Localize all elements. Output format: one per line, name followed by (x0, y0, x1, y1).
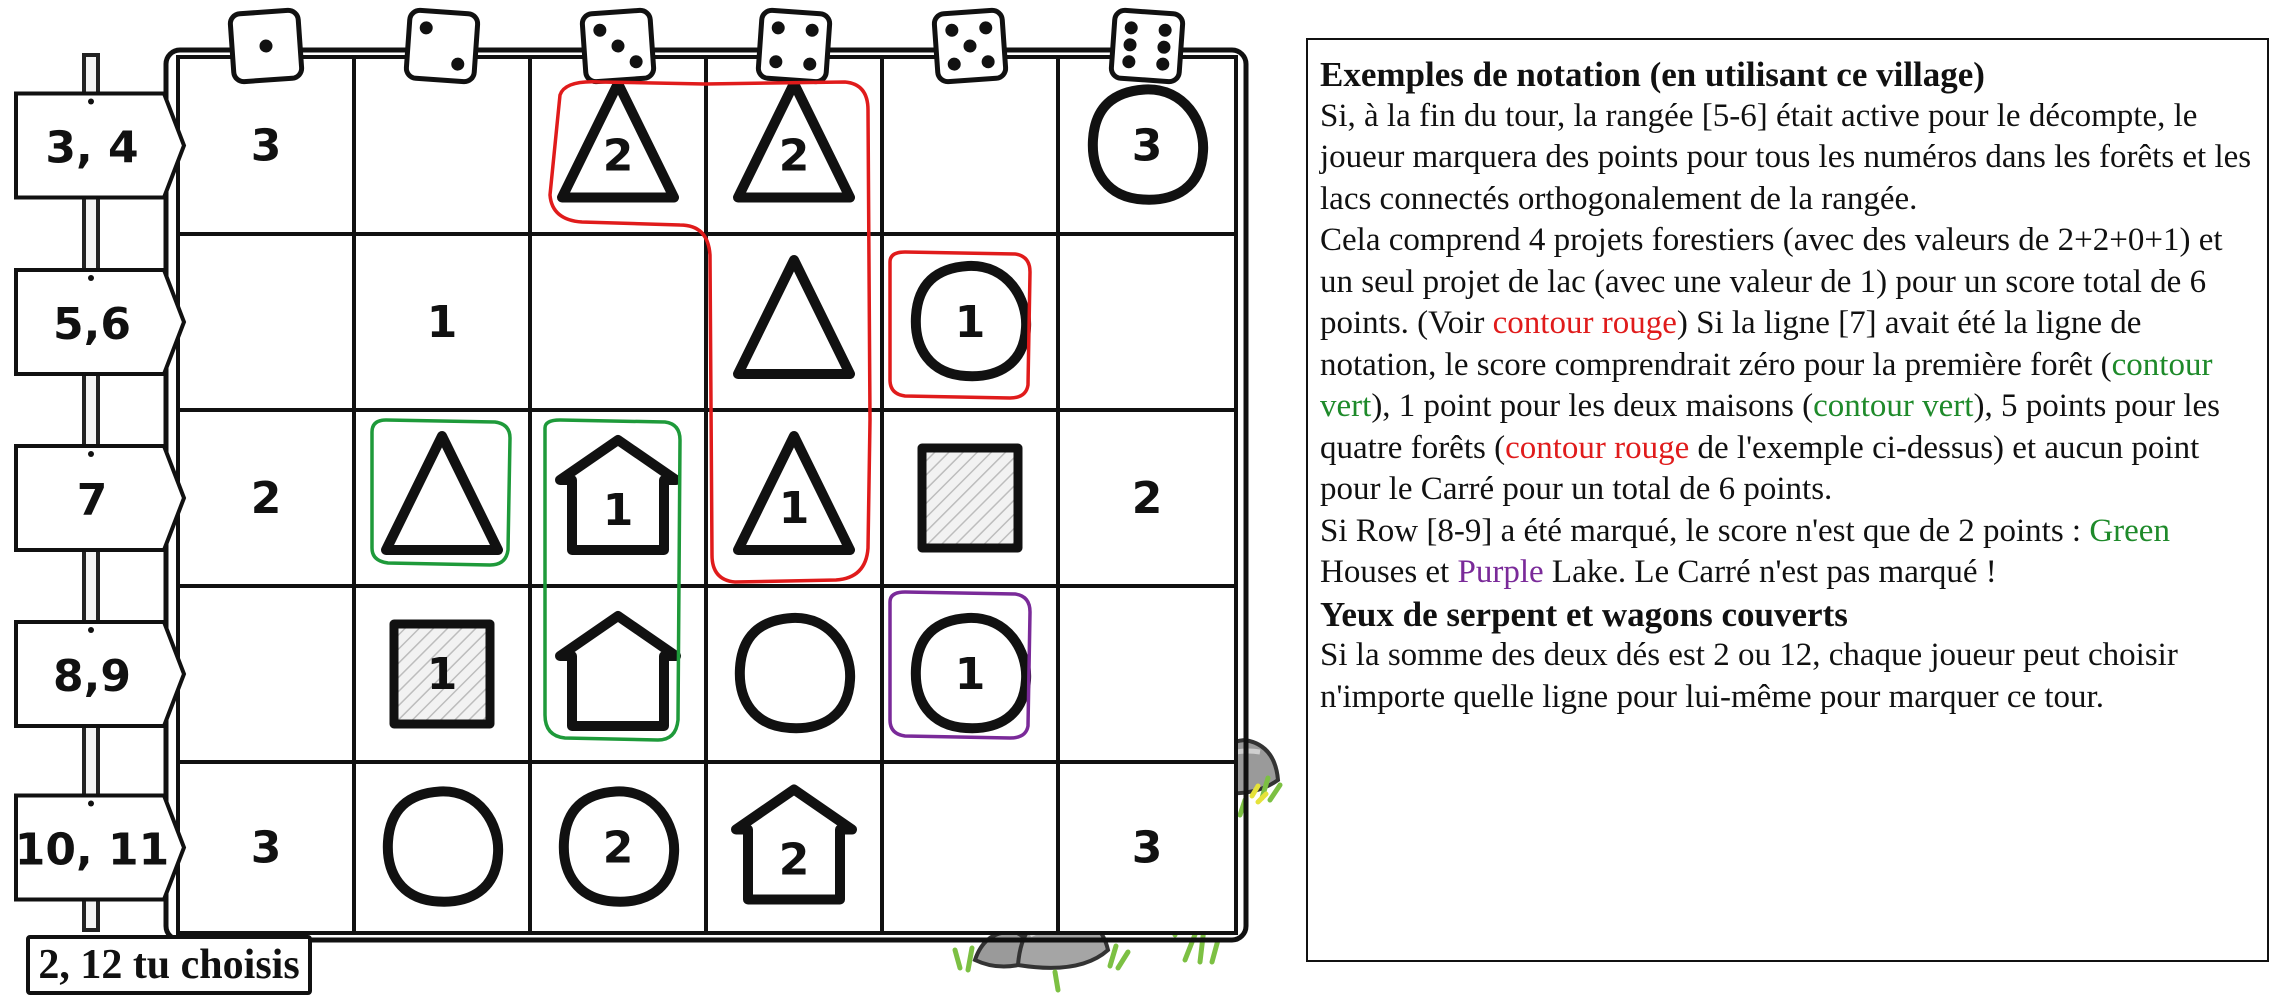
cell-number: 1 (426, 649, 458, 700)
die-6-icon (1111, 10, 1184, 83)
row-sign (16, 94, 184, 198)
grid-cell-lake (916, 266, 1026, 376)
cell-number: 1 (954, 297, 986, 348)
row-sign (16, 270, 184, 374)
cell-number: 3 (1131, 822, 1163, 874)
row-sign (15, 796, 184, 900)
lake-circle-icon (740, 618, 850, 728)
cell-number: 3 (250, 822, 282, 874)
grid-cell-number (427, 297, 458, 348)
rules-paragraph-2 (1320, 220, 2255, 511)
purple-ref: Purple (1457, 554, 1544, 590)
row-sign-label: 3, 4 (45, 122, 139, 174)
cell-number: 2 (250, 473, 282, 524)
cell-number: 1 (426, 297, 458, 348)
die-2-icon (406, 10, 479, 83)
rules-heading-snake-eyes: Yeux de serpent et wagons couverts (1320, 594, 1848, 634)
cell-number: 2 (1131, 473, 1163, 524)
green-outline-ref: contour vert (1320, 346, 2213, 424)
grid-cell-number (1132, 473, 1163, 524)
cell-number: 1 (954, 649, 986, 700)
text: de l'exemple ci-dessus) et aucun point pour le Carré pour un total de 6 points. (1320, 429, 2200, 507)
square-tile-icon (922, 448, 1018, 548)
text: Lake. Le Carré n'est pas marqué ! (1543, 554, 1997, 590)
row-sign-label: 10, 11 (14, 824, 170, 876)
rules-paragraph-3 (1320, 511, 2255, 594)
grid-cell-number (1132, 823, 1163, 874)
die-3-icon (582, 10, 655, 83)
grid-cell-number (251, 823, 282, 874)
grid-cell-square (922, 448, 1018, 548)
cell-number: 2 (602, 130, 634, 182)
cell-number: 3 (250, 120, 282, 172)
red-outline-ref: contour rouge (1505, 429, 1690, 466)
grid-cell-lake (388, 791, 498, 901)
green-ref: Green (2089, 512, 2170, 549)
grid-cell-number (251, 121, 282, 172)
cell-number: 1 (602, 485, 634, 536)
cell-number: 1 (778, 483, 810, 534)
grid-cell-lake (740, 618, 850, 728)
text: ) Si la ligne [7] avait été la ligne de notation, le score comprendrait zéro pour la première forêt ( (1320, 305, 2142, 383)
text: Si Row [8-9] a été marqué, le score n'est que de 2 points : (1320, 512, 2090, 549)
row-sign-label: 8,9 (53, 651, 131, 702)
rules-paragraph-1: Si, à la fin du tour, la rangée [5-6] était active pour le décompte, le joueur marquera des points pour tous les numéros dans les forêts et les lacs connectés orthogonalement de la rangée. (1320, 97, 2252, 217)
cell-number: 2 (778, 130, 810, 182)
rules-paragraph-4: Si la somme des deux dés est 2 ou 12, chaque joueur peut choisir n'importe quelle ligne pour lui-même pour marquer ce tour. (1320, 637, 2178, 715)
grid-cell-lake (916, 618, 1026, 728)
grid-cell-square (394, 624, 490, 724)
cell-number: 2 (602, 822, 634, 874)
row-sign (16, 622, 184, 726)
cell-number: 2 (778, 834, 810, 886)
grid-cell-number (251, 473, 282, 524)
red-outline-ref: contour rouge (1492, 305, 1677, 341)
rules-heading-scoring: Exemples de notation (en utilisant ce village) (1320, 55, 1985, 94)
grid-cell-lake (1093, 89, 1203, 199)
footer-choice-label: 2, 12 tu choisis (26, 935, 312, 995)
die-4-icon (758, 10, 831, 83)
die-5-icon (934, 10, 1007, 83)
text: ), 1 point pour les deux maisons ( (1371, 388, 1814, 424)
cell-number: 3 (1131, 120, 1163, 172)
row-sign (16, 446, 184, 550)
green-outline-ref: contour vert (1813, 388, 1974, 424)
die-1-icon (230, 10, 303, 83)
rules-panel (1306, 38, 2269, 962)
text: Houses et (1320, 554, 1458, 590)
text: ), 5 points pour les quatre forêts ( (1320, 388, 2221, 466)
text: Cela comprend 4 projets forestiers (avec des valeurs de 2+2+0+1) et un seul projet de lac (avec une valeur de 1) pour un score total de 6 points. (Voir (1320, 222, 2223, 341)
row-sign-label: 7 (76, 475, 108, 526)
lake-circle-icon (388, 791, 498, 901)
row-sign-label: 5,6 (53, 299, 131, 350)
grid-cell-lake (564, 791, 674, 901)
